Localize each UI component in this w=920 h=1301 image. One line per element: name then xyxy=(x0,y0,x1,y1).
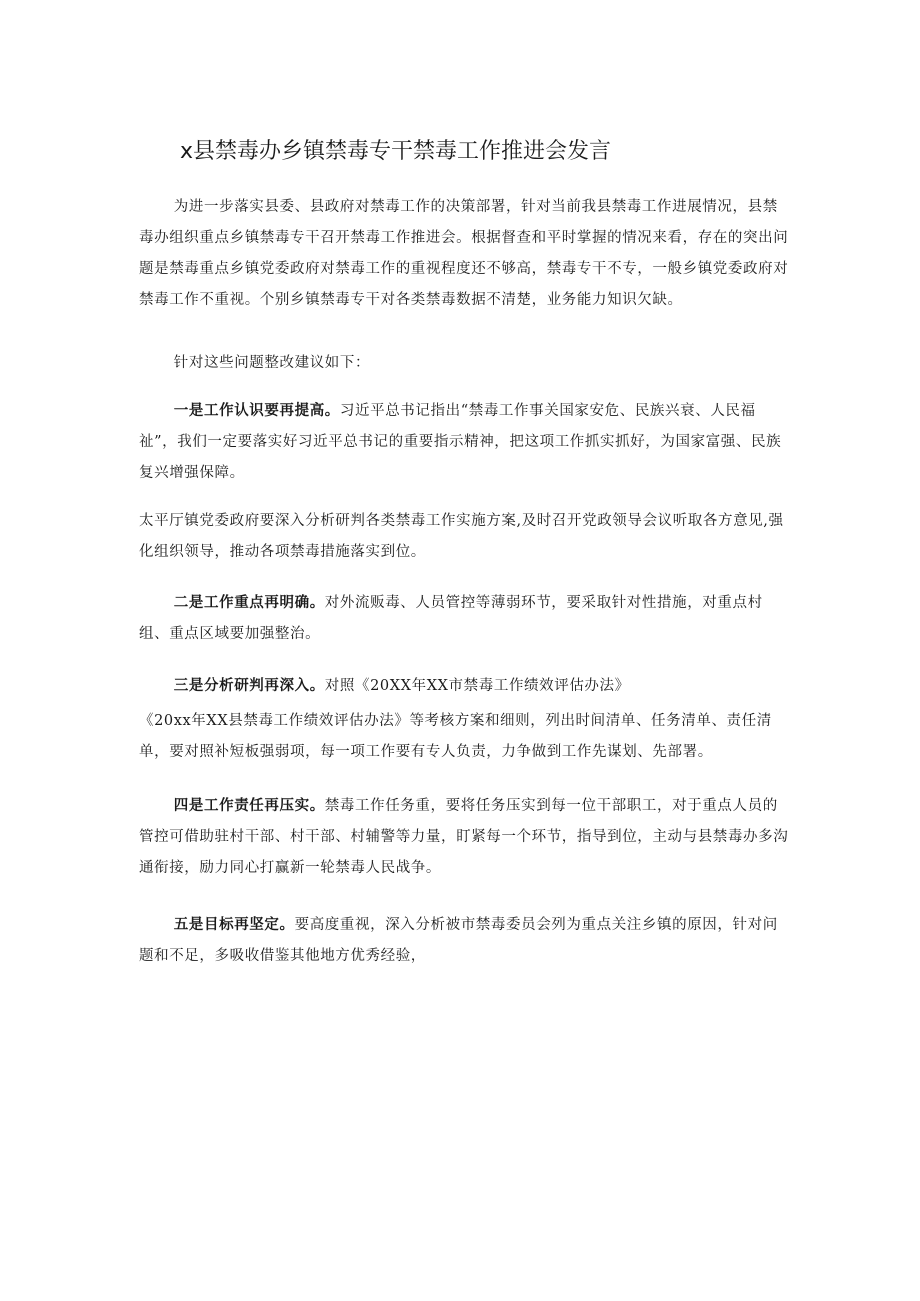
point-one-text: 习近平总书记指出“禁毒工作事关国家安危、民族兴衰、人民福祉”，我们一定要落实好习近平总书记的重要指示精神，把这项工作抓实抓好，为国家富强、民族复兴增强保障。 xyxy=(139,403,782,481)
point-five-text: 要高度重视，深入分析被市禁毒委员会列为重点关注乡镇的原因，针对问题和不足，多吸收借鉴其他地方优秀经验， xyxy=(139,917,778,964)
point-four-text: 禁毒工作任务重，要将任务压实到每一位干部职工，对于重点人员的管控可借助驻村干部、村干部、村辅警等力量，盯紧每一个环节，指导到位，主动与县禁毒办多沟通衔接，励力同心打赢新一轮禁毒人民战争。 xyxy=(139,798,789,876)
paragraph-suggestions-heading: 针对这些问题整改建议如下： xyxy=(173,355,371,371)
point-two-heading: 二是工作重点再明确。 xyxy=(173,594,325,611)
paragraph-point-three xyxy=(139,670,789,702)
paragraph-point-four xyxy=(139,790,789,884)
point-three-heading: 三是分析研判再深入。 xyxy=(173,677,325,694)
paragraph-point-two xyxy=(139,587,789,650)
point-three-text: 对照《20XX年XX市禁毒工作绩效评估办法》 xyxy=(324,678,630,694)
point-two-text: 对外流贩毒、人员管控等薄弱环节，要采取针对性措施，对重点村组、重点区域要加强整治。 xyxy=(139,595,763,642)
paragraph-taipingting: 太平厅镇党委政府要深入分析研判各类禁毒工作实施方案,及时召开党政领导会议听取各方意见,强化组织领导，推动各项禁毒措施落实到位。 xyxy=(139,513,784,560)
paragraph-intro: 为进一步落实县委、县政府对禁毒工作的决策部署，针对当前我县禁毒工作进展情况，县禁毒办组织重点乡镇禁毒专干召开禁毒工作推进会。根据督查和平时掌握的情况来看，存在的突出问题是禁毒重点乡镇党委政府对禁毒工作的重视程度还不够高，禁毒专干不专，一般乡镇党委政府对禁毒工作不重视。个别乡镇禁毒专干对各类禁毒数据不清楚，业务能力知识欠缺。 xyxy=(139,199,789,308)
document-title: x县禁毒办乡镇禁毒专干禁毒工作推进会发言 xyxy=(180,139,612,164)
point-four-heading: 四是工作责任再压实。 xyxy=(173,797,325,814)
paragraph-assessment-rules: 《20xx年XX县禁毒工作绩效评估办法》等考核方案和细则，列出时间清单、任务清单、责任清单，要对照补短板强弱项，每一项工作要有专人负责，力争做到工作先谋划、先部署。 xyxy=(139,713,772,760)
paragraph-point-five xyxy=(139,909,789,972)
point-five-heading: 五是目标再坚定。 xyxy=(173,916,295,933)
paragraph-point-one xyxy=(139,395,789,489)
point-one-heading: 一是工作认识要再提高。 xyxy=(173,402,340,419)
